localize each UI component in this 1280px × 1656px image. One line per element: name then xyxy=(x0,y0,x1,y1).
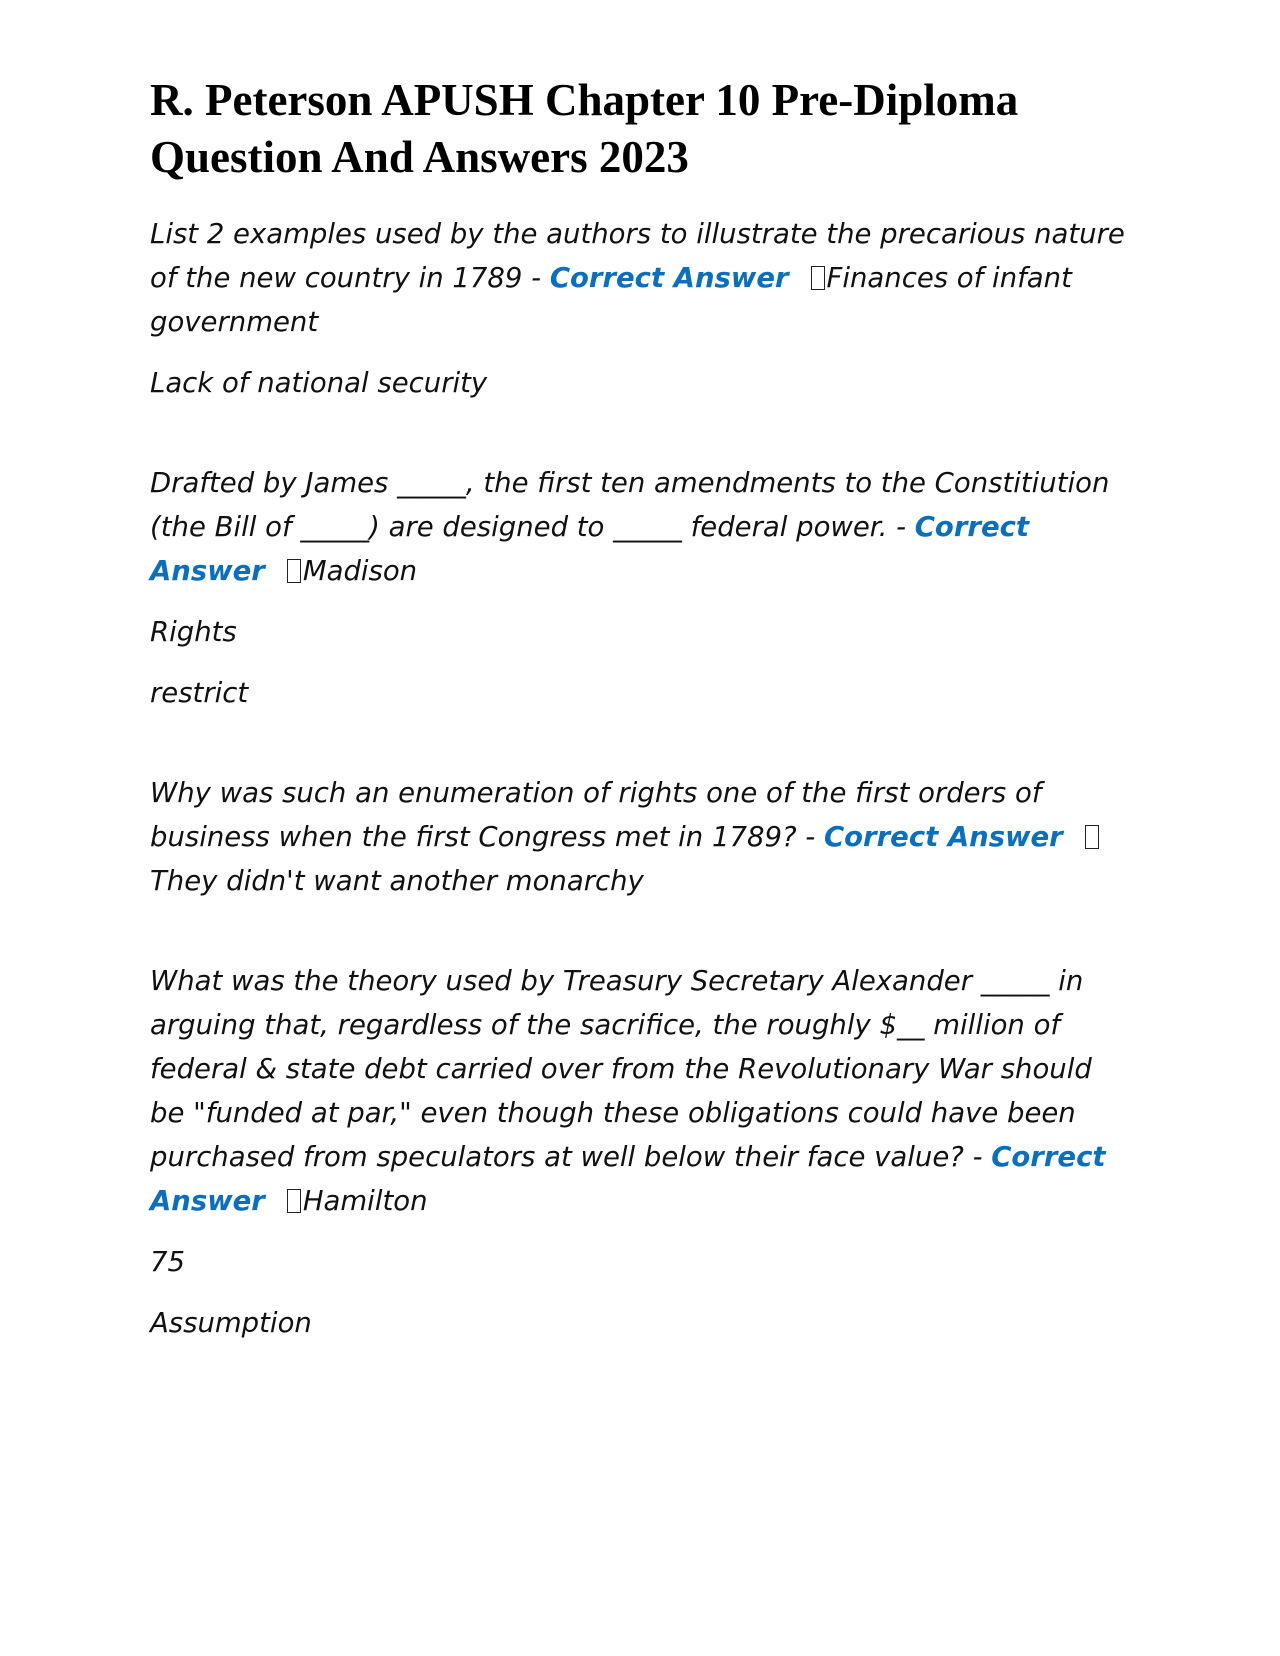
qa-item xyxy=(150,212,1130,405)
answer-text: Finances of infant government xyxy=(150,262,1072,338)
answer-text: Hamilton xyxy=(302,1185,428,1217)
answer-text: Madison xyxy=(302,555,418,587)
answer-line: 75 xyxy=(150,1246,185,1278)
answer-line: Assumption xyxy=(150,1307,312,1339)
question-text: Why was such an enumeration of rights one of the first orders of business when the first Congress met in 1789? xyxy=(150,777,1042,853)
answer-line: restrict xyxy=(150,677,249,709)
document-page xyxy=(150,72,1130,1345)
separator: - xyxy=(522,262,550,294)
question-text: What was the theory used by Treasury Secretary Alexander _____ in arguing that, regardless of the sacrifice, the roughly $__ million of federal & state debt carried over from the Revolutionary War should be "funded at par," even though these obligations could have been purchased from speculators at well below their face value? xyxy=(150,965,1092,1173)
missing-glyph-icon xyxy=(1085,825,1099,849)
missing-glyph-icon xyxy=(811,266,825,290)
answer-text: They didn't want another monarchy xyxy=(150,865,644,897)
question-text: Drafted by James _____, the first ten amendments to the Constitiution (the Bill of _____) are designed to _____ federal power. xyxy=(150,467,1110,543)
missing-glyph-icon xyxy=(287,1189,301,1213)
separator: - xyxy=(963,1141,992,1173)
qa-item xyxy=(150,959,1130,1345)
correct-answer-label: Correct Answer xyxy=(823,821,1063,853)
answer-line: Rights xyxy=(150,616,237,648)
separator: - xyxy=(887,511,915,543)
question-paragraph xyxy=(150,771,1130,903)
answer-line: Lack of national security xyxy=(150,367,488,399)
question-text: List 2 examples used by the authors to illustrate the precarious nature of the new country in 1789 xyxy=(150,218,1125,294)
question-paragraph xyxy=(150,959,1130,1223)
correct-answer-label: Correct Answer xyxy=(150,1141,1106,1217)
qa-item xyxy=(150,771,1130,903)
question-paragraph xyxy=(150,461,1130,593)
qa-item xyxy=(150,461,1130,715)
question-paragraph xyxy=(150,212,1130,344)
correct-answer-label: Correct Answer xyxy=(549,262,789,294)
correct-answer-label: Correct Answer xyxy=(150,511,1030,587)
missing-glyph-icon xyxy=(287,559,301,583)
separator: - xyxy=(796,821,824,853)
document-title: R. Peterson APUSH Chapter 10 Pre-Diploma Question And Answers 2023 xyxy=(150,75,1019,182)
